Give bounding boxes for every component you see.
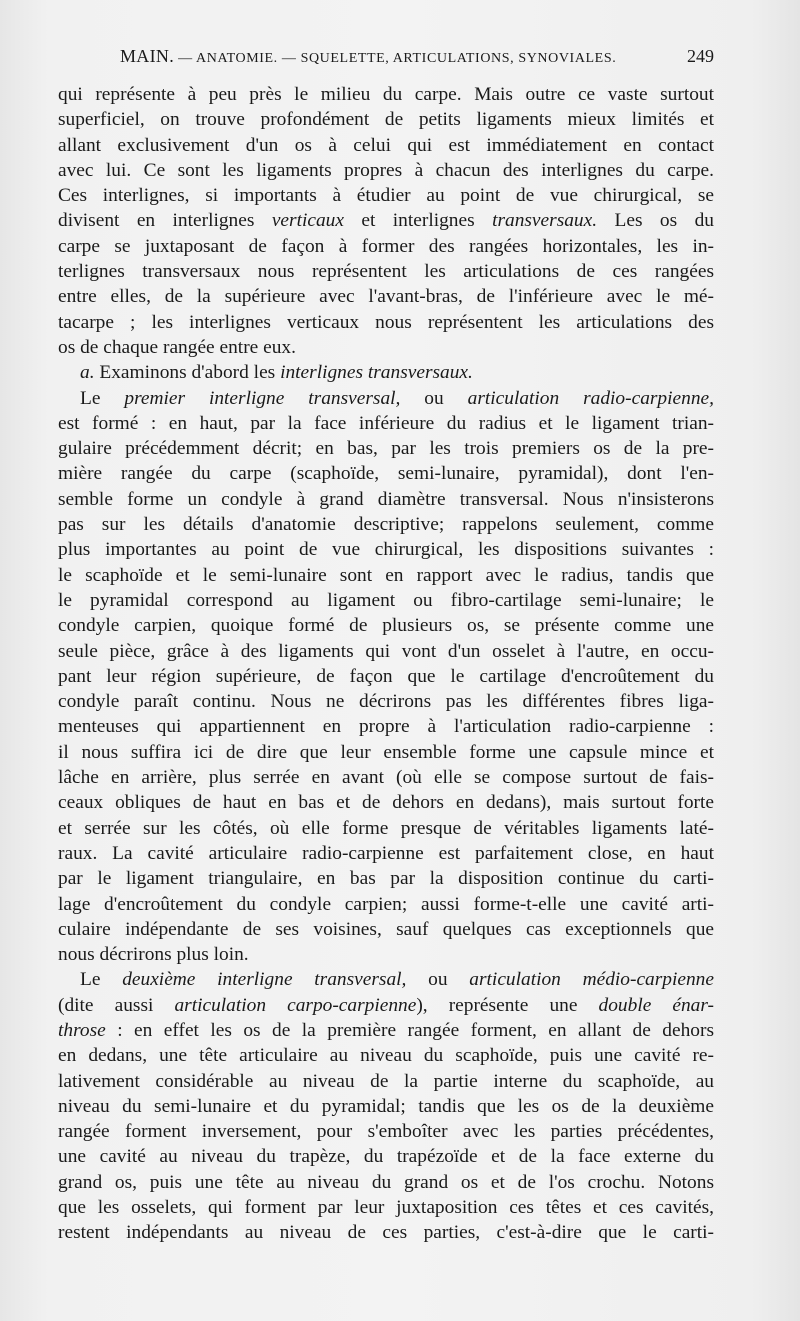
text-line bbox=[58, 512, 714, 537]
text-line bbox=[58, 563, 714, 588]
text-line bbox=[58, 942, 714, 967]
italic-run: interlignes transversaux. bbox=[280, 362, 473, 384]
text-run: terlignes transversaux nous représentent les articulations de ces rangées bbox=[58, 261, 714, 283]
text-line bbox=[58, 689, 714, 714]
text-run: ceaux obliques de haut en bas et de dehors en dedans), mais surtout forte bbox=[58, 792, 714, 814]
italic-run: throse bbox=[58, 1019, 106, 1041]
text-line bbox=[58, 790, 714, 815]
italic-run: deuxième interligne transversal, bbox=[122, 969, 407, 991]
text-line bbox=[58, 107, 714, 132]
text-run: par le ligament triangulaire, en bas par la disposition continue du carti- bbox=[58, 868, 714, 890]
text-line bbox=[58, 740, 714, 765]
text-run: Les os du bbox=[597, 210, 714, 232]
text-run: grand os, puis une tête au niveau du grand os et de l'os crochu. Notons bbox=[58, 1171, 714, 1193]
text-run: superficiel, on trouve profondément de petits ligaments mieux limités et bbox=[58, 109, 714, 131]
text-line bbox=[58, 917, 714, 942]
text-run: et interlignes bbox=[343, 210, 493, 232]
italic-run: transversaux. bbox=[492, 210, 598, 232]
text-run: os de chaque rangée entre eux. bbox=[58, 336, 296, 358]
running-header bbox=[58, 46, 714, 72]
text-line bbox=[58, 714, 714, 739]
italic-run: articulation radio-carpienne, bbox=[467, 387, 714, 409]
text-line bbox=[58, 892, 714, 917]
text-line bbox=[58, 993, 714, 1018]
text-line bbox=[58, 639, 714, 664]
text-line bbox=[58, 461, 714, 486]
text-line bbox=[58, 310, 714, 335]
text-line bbox=[58, 360, 714, 385]
text-line bbox=[58, 816, 714, 841]
text-line bbox=[58, 664, 714, 689]
text-run: rangée forment inversement, pour s'emboîter avec les parties précédentes, bbox=[58, 1121, 714, 1143]
text-line bbox=[58, 158, 714, 183]
text-run: plus importantes au point de vue chirurgical, les dispositions suivantes : bbox=[58, 539, 714, 561]
text-run: avec lui. Ce sont les ligaments propres à chacun des interlignes du carpe. bbox=[58, 159, 714, 181]
text-run: le pyramidal correspond au ligament ou fibro-cartilage semi-lunaire; le bbox=[58, 589, 714, 611]
text-line bbox=[58, 133, 714, 158]
text-line bbox=[58, 967, 714, 992]
text-run: condyle carpien, quoique formé de plusieurs os, se présente comme une bbox=[58, 615, 714, 637]
running-title bbox=[120, 46, 616, 67]
text-line bbox=[58, 1220, 714, 1245]
text-run: ), représente une bbox=[416, 994, 599, 1016]
text-line bbox=[58, 1144, 714, 1169]
text-line bbox=[58, 487, 714, 512]
text-run: culaire indépendante de ses voisines, sauf quelques cas exceptionnels que bbox=[58, 918, 714, 940]
text-run: le scaphoïde et le semi-lunaire sont en rapport avec le radius, tandis que bbox=[58, 564, 714, 586]
text-run: une cavité au niveau du trapèze, du trapézoïde et de la face externe du bbox=[58, 1146, 714, 1168]
body-text bbox=[58, 82, 714, 1246]
text-run: il nous suffira ici de dire que leur ensemble forme une capsule mince et bbox=[58, 741, 714, 763]
text-run: pas sur les détails d'anatomie descriptive; rappelons seulement, comme bbox=[58, 514, 714, 536]
text-run: raux. La cavité articulaire radio-carpienne est parfaitement close, en haut bbox=[58, 842, 714, 864]
text-line bbox=[58, 1018, 714, 1043]
italic-run: articulation carpo-carpienne bbox=[174, 994, 417, 1016]
text-run: menteuses qui appartiennent en propre à l'articulation radio-carpienne : bbox=[58, 716, 714, 738]
text-line bbox=[58, 208, 714, 233]
text-run: et serrée sur les côtés, où elle forme presque de véritables ligaments laté- bbox=[58, 817, 714, 839]
text-line bbox=[58, 386, 714, 411]
text-run: allant exclusivement d'un os à celui qui est immédiatement en contact bbox=[58, 134, 714, 156]
text-line bbox=[58, 588, 714, 613]
text-run: est formé : en haut, par la face inférieure du radius et le ligament trian- bbox=[58, 412, 714, 434]
text-run: Ces interlignes, si importants à étudier au point de vue chirurgical, se bbox=[58, 185, 714, 207]
text-line bbox=[58, 1119, 714, 1144]
text-run: ou bbox=[400, 387, 468, 409]
text-run: semble forme un condyle à grand diamètre transversal. Nous n'insisterons bbox=[58, 488, 714, 510]
text-line bbox=[58, 1094, 714, 1119]
text-run: lage d'encroûtement du condyle carpien; aussi forme-t-elle une cavité arti- bbox=[58, 893, 714, 915]
italic-run: verticaux bbox=[271, 210, 344, 232]
text-line bbox=[58, 335, 714, 360]
text-run: Le bbox=[80, 387, 125, 409]
text-run: carpe se juxtaposant de façon à former des rangées horizontales, les in- bbox=[58, 235, 714, 257]
text-run: condyle paraît continu. Nous ne décrirons pas les différentes fibres liga- bbox=[58, 691, 714, 713]
text-run: (dite aussi bbox=[58, 994, 175, 1016]
page-number: 249 bbox=[687, 46, 714, 66]
text-run: Le bbox=[80, 969, 123, 991]
text-run: Examinons d'abord les bbox=[94, 362, 281, 384]
running-title-rest: — ANATOMIE. — SQUELETTE, ARTICULATIONS, SYNOVIALES. bbox=[174, 51, 617, 66]
text-run: : en effet les os de la première rangée forment, en allant de dehors bbox=[105, 1019, 714, 1041]
text-line bbox=[58, 1043, 714, 1068]
text-run: divisent en interlignes bbox=[58, 210, 272, 232]
text-run: que les osselets, qui forment par leur juxtaposition ces têtes et ces cavités, bbox=[58, 1197, 714, 1219]
text-run: qui représente à peu près le milieu du carpe. Mais outre ce vaste surtout bbox=[58, 84, 714, 105]
text-line bbox=[58, 259, 714, 284]
text-run: lativement considérable au niveau de la partie interne du scaphoïde, au bbox=[58, 1070, 714, 1092]
text-line bbox=[58, 436, 714, 461]
running-title-main: MAIN. bbox=[120, 46, 174, 66]
text-line bbox=[58, 1170, 714, 1195]
text-line bbox=[58, 613, 714, 638]
italic-run: a. bbox=[80, 362, 95, 384]
text-run: nous décrirons plus loin. bbox=[58, 944, 249, 966]
text-run: restent indépendants au niveau de ces parties, c'est-à-dire que le carti- bbox=[58, 1222, 714, 1244]
text-run: mière rangée du carpe (scaphoïde, semi-lunaire, pyramidal), dont l'en- bbox=[58, 463, 714, 485]
text-run: pant leur région supérieure, de façon que le cartilage d'encroûtement du bbox=[58, 665, 714, 687]
text-line bbox=[58, 1069, 714, 1094]
text-line bbox=[58, 234, 714, 259]
text-run: lâche en arrière, plus serrée en avant (où elle se compose surtout de fais- bbox=[58, 767, 714, 789]
text-run: gulaire précédemment décrit; en bas, par les trois premiers os de la pre- bbox=[58, 438, 714, 460]
text-line bbox=[58, 537, 714, 562]
text-line bbox=[58, 284, 714, 309]
text-line bbox=[58, 1195, 714, 1220]
text-line bbox=[58, 866, 714, 891]
text-line bbox=[58, 765, 714, 790]
text-line bbox=[58, 841, 714, 866]
text-run: niveau du semi-lunaire et du pyramidal; tandis que les os de la deuxième bbox=[58, 1095, 714, 1117]
italic-run: premier interligne transversal, bbox=[124, 387, 401, 409]
text-run: tacarpe ; les interlignes verticaux nous représentent les articulations des bbox=[58, 311, 714, 333]
text-line bbox=[58, 82, 714, 107]
text-run: en dedans, une tête articulaire au niveau du scaphoïde, puis une cavité re- bbox=[58, 1045, 714, 1067]
italic-run: double énar- bbox=[598, 994, 714, 1016]
italic-run: articulation médio-carpienne bbox=[469, 969, 714, 991]
text-run: entre elles, de la supérieure avec l'avant-bras, de l'inférieure avec le mé- bbox=[58, 286, 714, 308]
text-line bbox=[58, 411, 714, 436]
text-line bbox=[58, 183, 714, 208]
text-run: ou bbox=[406, 969, 470, 991]
text-run: seule pièce, grâce à des ligaments qui vont d'un osselet à l'autre, en occu- bbox=[58, 640, 714, 662]
